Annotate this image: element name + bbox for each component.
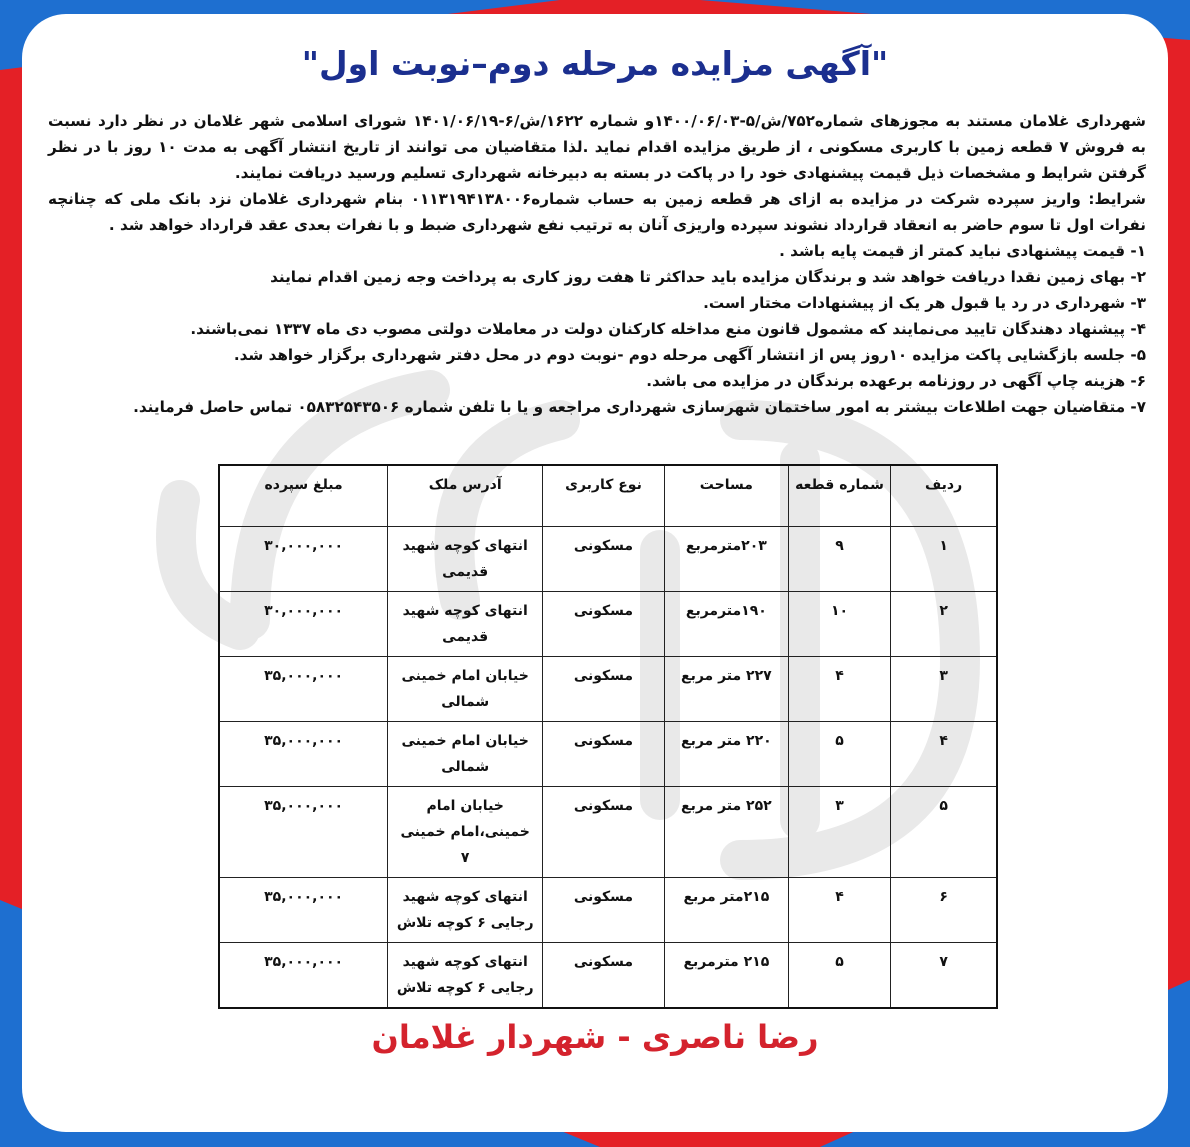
table-header-row (219, 465, 997, 527)
header-area: مساحت (664, 465, 788, 527)
cell-deposit: ۳۵,۰۰۰,۰۰۰ (219, 943, 388, 1009)
cell-deposit: ۳۰,۰۰۰,۰۰۰ (219, 592, 388, 657)
term-item: ۶- هزینه چاپ آگهی در روزنامه برعهده برندگان در مزایده می باشد. (646, 372, 1146, 390)
term-item: ۱- قیمت پیشنهادی نباید کمتر از قیمت پایه باشد . (779, 242, 1146, 260)
cell-deposit: ۳۵,۰۰۰,۰۰۰ (219, 722, 388, 787)
cell-address: انتهای کوچه شهید قدیمی (388, 592, 543, 657)
cell-usage: مسکونی (543, 722, 665, 787)
cell-parcel-number: ۹ (788, 527, 890, 592)
cell-usage: مسکونی (543, 787, 665, 878)
cell-usage: مسکونی (543, 657, 665, 722)
cell-area: ۱۹۰مترمربع (664, 592, 788, 657)
notice-body (48, 108, 1146, 420)
cell-row-number: ۵ (891, 787, 997, 878)
cell-deposit: ۳۵,۰۰۰,۰۰۰ (219, 787, 388, 878)
term-item: ۴- پیشنهاد دهندگان تایید می‌نمایند که مشمول قانون منع مداخله کارکنان دولت در معاملات دولتی مصوب دی ماه ۱۳۳۷ نمی‌باشند. (190, 320, 1146, 338)
cell-address: خیابان امام خمینی،امام خمینی ۷ (388, 787, 543, 878)
cell-usage: مسکونی (543, 943, 665, 1009)
term-item: ۷- متقاضیان جهت اطلاعات بیشتر به امور ساختمان شهرسازی شهرداری مراجعه و یا با تلفن شماره ۰۵۸۳۲۵۴۳۵۰۶ تماس حاصل فرمایند. (133, 398, 1146, 416)
header-usage: نوع کاربری (543, 465, 665, 527)
cell-address: انتهای کوچه شهید قدیمی (388, 527, 543, 592)
cell-parcel-number: ۴ (788, 657, 890, 722)
header-address: آدرس ملک (388, 465, 543, 527)
table-row (219, 657, 997, 722)
cell-address: انتهای کوچه شهید رجایی ۶ کوچه تلاش (388, 878, 543, 943)
table-row (219, 878, 997, 943)
table-row (219, 527, 997, 592)
cell-row-number: ۲ (891, 592, 997, 657)
conditions-paragraph: شرایط: واریز سپرده شرکت در مزایده به ازای هر قطعه زمین به حساب شماره۰۱۱۳۱۹۴۱۳۸۰۰۶ بنام شهرداری غلامان نزد بانک ملی که چنانچه نفرات اول تا سوم حاضر به انعقاد قرارداد نشوند سپرده واریزی آنان به ترتیب نفع شهرداری ضبط و با نفرات بعدی عقد قرارداد خواهد شد . (48, 190, 1146, 234)
term-item: ۲- بهای زمین نقدا دریافت خواهد شد و برندگان مزایده باید حداکثر تا هفت روز کاری به پرداخت وجه زمین اقدام نمایند (270, 268, 1146, 286)
cell-area: ۲۰۳مترمربع (664, 527, 788, 592)
cell-parcel-number: ۵ (788, 943, 890, 1009)
cell-usage: مسکونی (543, 527, 665, 592)
header-parcel-number: شماره قطعه (788, 465, 890, 527)
cell-row-number: ۳ (891, 657, 997, 722)
cell-address: انتهای کوچه شهید رجایی ۶ کوچه تلاش (388, 943, 543, 1009)
cell-area: ۲۲۷ متر مربع (664, 657, 788, 722)
table-row (219, 943, 997, 1009)
cell-parcel-number: ۱۰ (788, 592, 890, 657)
cell-area: ۲۱۵متر مربع (664, 878, 788, 943)
cell-parcel-number: ۳ (788, 787, 890, 878)
intro-paragraph: شهرداری غلامان مستند به مجوزهای شماره۷۵۲/ش/۵-۱۴۰۰/۰۶/۰۳و شماره ۱۶۲۲/ش/۶-۱۴۰۱/۰۶/۱۹ شورای اسلامی شهر غلامان در نظر دارد نسبت به فروش ۷ قطعه زمین با کاربری مسکونی ، از طریق مزایده اقدام نماید .لذا متقاضیان می توانند از تاریخ انتشار آگهی به مدت ۱۰ روز با در نظر گرفتن شرایط و مشخصات ذیل قیمت پیشنهادی خود را در پاکت در بسته به دبیرخانه شهرداری تسلیم ورسید دریافت نمایند. (48, 112, 1147, 182)
table-row (219, 592, 997, 657)
terms-list (48, 238, 1146, 420)
cell-usage: مسکونی (543, 592, 665, 657)
cell-row-number: ۴ (891, 722, 997, 787)
signature-line: رضا ناصری - شهردار غلامان (371, 1018, 819, 1056)
term-item: ۳- شهرداری در رد یا قبول هر یک از پیشنهادات مختار است. (703, 294, 1146, 312)
cell-area: ۲۱۵ مترمربع (664, 943, 788, 1009)
cell-deposit: ۳۵,۰۰۰,۰۰۰ (219, 878, 388, 943)
cell-parcel-number: ۵ (788, 722, 890, 787)
cell-row-number: ۷ (891, 943, 997, 1009)
header-deposit: مبلغ سپرده (219, 465, 388, 527)
cell-usage: مسکونی (543, 878, 665, 943)
cell-row-number: ۱ (891, 527, 997, 592)
header-row-number: ردیف (891, 465, 997, 527)
cell-parcel-number: ۴ (788, 878, 890, 943)
table-row (219, 787, 997, 878)
notice-title: "آگهی مزایده مرحله دوم–نوبت اول" (301, 44, 889, 83)
cell-address: خیابان امام خمینی شمالی (388, 657, 543, 722)
cell-deposit: ۳۰,۰۰۰,۰۰۰ (219, 527, 388, 592)
cell-area: ۲۵۲ متر مربع (664, 787, 788, 878)
parcels-table (218, 464, 998, 1009)
cell-row-number: ۶ (891, 878, 997, 943)
cell-deposit: ۳۵,۰۰۰,۰۰۰ (219, 657, 388, 722)
cell-address: خیابان امام خمینی شمالی (388, 722, 543, 787)
cell-area: ۲۲۰ متر مربع (664, 722, 788, 787)
term-item: ۵- جلسه بازگشایی پاکت مزایده ۱۰روز پس از انتشار آگهی مرحله دوم -نوبت دوم در محل دفتر شهرداری برگزار خواهد شد. (233, 346, 1146, 364)
table-row (219, 722, 997, 787)
